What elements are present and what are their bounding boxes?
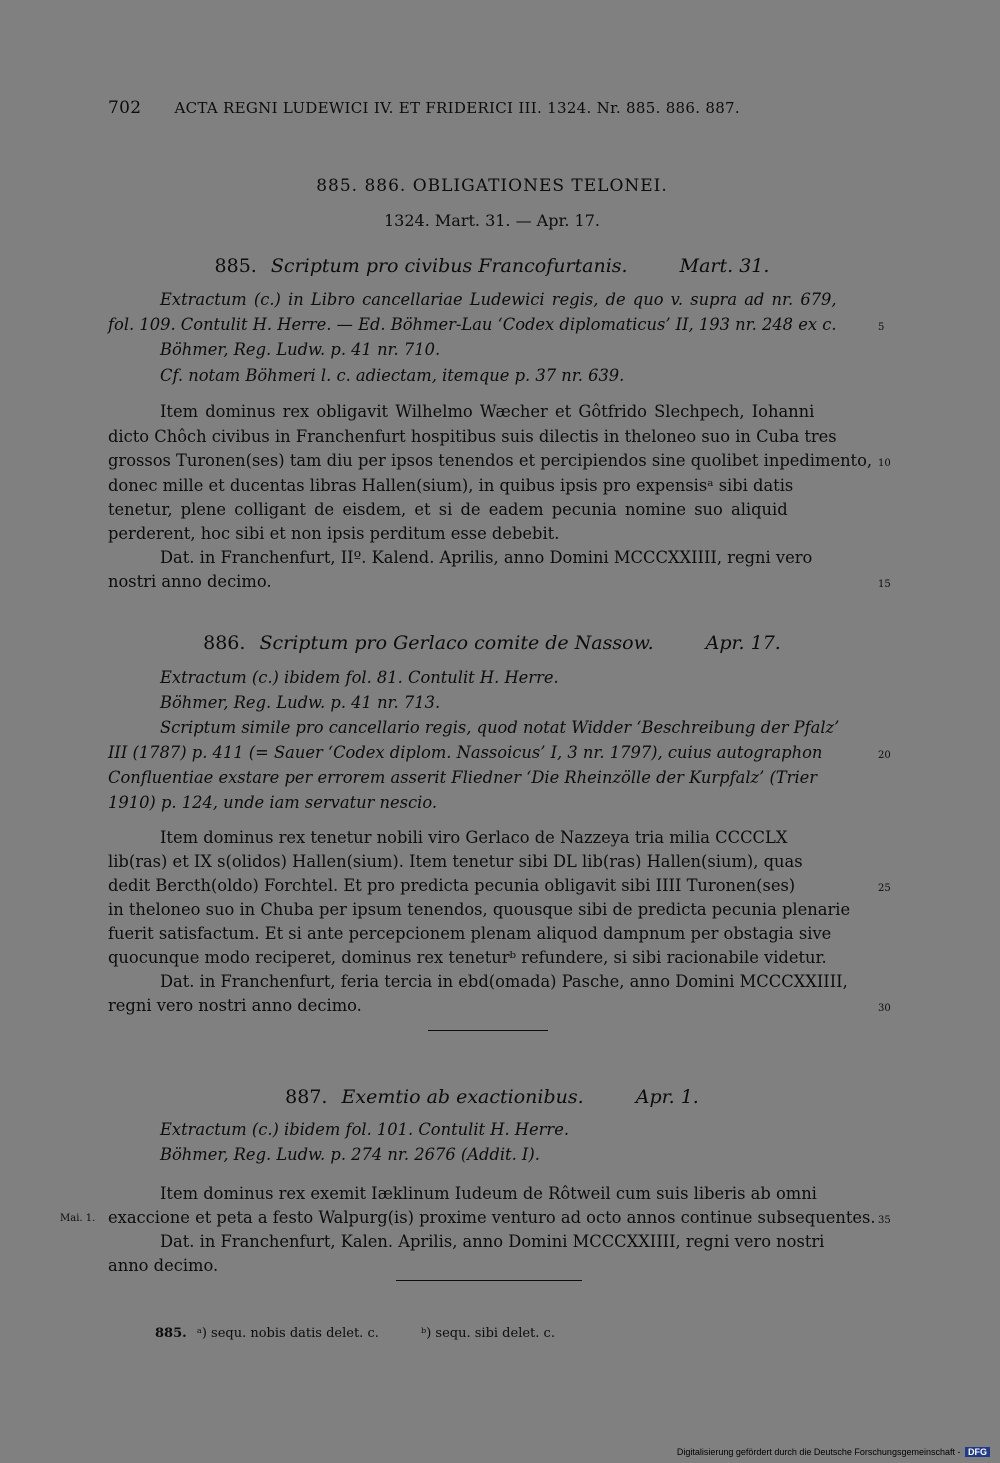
line-number: 35 [878,1215,891,1226]
section-divider [428,1030,548,1031]
footnote-ref: 885. [155,1326,187,1341]
doc-887-text-line: Item dominus rex exemit Iæklinum Iudeum de Rôtweil cum suis liberis ab omni [160,1184,817,1203]
doc-887-date: Apr. 1. [635,1086,699,1108]
footnotes [155,1326,555,1341]
doc-886-text-line: Item dominus rex tenetur nobili viro Gerlaco de Nazzeya tria milia CCCCLX [160,828,788,847]
doc-885-heading [0,255,992,277]
doc-885-title: Scriptum pro civibus Francofurtanis. [270,255,628,277]
doc-885-text-line: perderent, hoc sibi et non ipsis perditum esse debebit. [108,524,560,543]
doc-886-text-line: quocunque modo reciperet, dominus rex teneturᵇ refundere, si sibi racionabile videtur. [108,948,827,967]
digitization-footer [677,1447,990,1457]
doc-885-text-line: tenetur, plene colligant de eisdem, et si de eadem pecunia nomine suo aliquid [108,500,788,519]
doc-886-note: 1910) p. 124, unde iam servatur nescio. [108,793,438,812]
doc-885-text-line: grossos Turonen(ses) tam diu per ipsos tenendos et percipiendos sine quolibet inpedimento, [108,451,873,470]
doc-885-note: Extractum (c.) in Libro cancellariae Ludewici regis, de quo v. supra ad nr. 679, [160,290,837,309]
doc-886-heading [0,632,992,654]
line-number: 20 [878,750,891,761]
doc-886-title: Scriptum pro Gerlaco comite de Nassow. [259,632,654,654]
doc-887-note: Böhmer, Reg. Ludw. p. 274 nr. 2676 (Addit. I). [160,1145,540,1164]
doc-885-date: Mart. 31. [679,255,770,277]
line-number: 5 [878,322,885,333]
doc-886-note: Scriptum simile pro cancellario regis, quod notat Widder ‘Beschreibung der Pfalz’ [160,718,840,737]
doc-887-number: 887. [285,1086,328,1108]
doc-885-text-line: dicto Chôch civibus in Franchenfurt hospitibus suis dilectis in theloneo suo in Cuba tres [108,427,837,446]
footnote-a: ᵃ) sequ. nobis datis delet. c. [196,1326,379,1341]
doc-886-text-line: dedit Bercth(oldo) Forchtel. Et pro predicta pecunia obligavit sibi IIII Turonen(ses) [108,876,796,895]
doc-885-text-line: nostri anno decimo. [108,572,272,591]
doc-887-note: Extractum (c.) ibidem fol. 101. Contulit H. Herre. [160,1120,570,1139]
doc-886-note: Confluentiae exstare per errorem asserit Fliedner ‘Die Rheinzölle der Kurpfalz’ (Trier [108,768,818,787]
doc-885-text-line: Item dominus rex obligavit Wilhelmo Wæcher et Gôtfrido Slechpech, Iohanni [160,402,815,421]
doc-885-text-line: Dat. in Franchenfurt, IIº. Kalend. Aprilis, anno Domini MCCCXXIIII, regni vero [160,548,813,567]
doc-886-number: 886. [203,632,246,654]
line-number: 15 [878,579,891,590]
line-number: 10 [878,458,891,469]
doc-885-note: fol. 109. Contulit H. Herre. — Ed. Böhmer-Lau ‘Codex diplomaticus’ II, 193 nr. 248 ex c. [108,315,837,334]
page-number: 702 [108,98,142,118]
doc-886-text-line: fuerit satisfactum. Et si ante percepcionem plenam aliquod dampnum per obstagia sive [108,924,832,943]
running-title: ACTA REGNI LUDEWICI IV. ET FRIDERICI III. 1324. Nr. 885. 886. 887. [174,99,740,117]
footer-text: Digitalisierung gefördert durch die Deutsche Forschungsgemeinschaft - [676,1447,961,1457]
group-dates: 1324. Mart. 31. — Apr. 17. [384,211,600,230]
doc-886-text-line: Dat. in Franchenfurt, feria tercia in ebd(omada) Pasche, anno Domini MCCCXXIIII, [160,972,848,991]
doc-886-text-line: regni vero nostri anno decimo. [108,996,362,1015]
doc-885-text-line: donec mille et ducentas libras Hallen(sium), in quibus ipsis pro expensisᵃ sibi datis [108,476,794,495]
doc-887-text-line: exaccione et peta a festo Walpurg(is) proxime venturo ad octo annos continue subsequentes. [108,1208,876,1227]
footnote-b: ᵇ) sequ. sibi delet. c. [421,1326,555,1341]
doc-887-text-line: anno decimo. [108,1256,219,1275]
doc-887-heading [0,1086,992,1108]
doc-885-number: 885. [214,255,257,277]
dfg-logo: DFG [965,1447,990,1457]
doc-886-note: Extractum (c.) ibidem fol. 81. Contulit H. Herre. [160,668,559,687]
doc-887-title: Exemtio ab exactionibus. [341,1086,584,1108]
doc-886-date: Apr. 17. [705,632,781,654]
end-divider [396,1280,582,1281]
doc-886-note: III (1787) p. 411 (= Sauer ‘Codex diplom. Nassoicus’ I, 3 nr. 1797), cuius autographon [108,743,823,762]
doc-885-note: Cf. notam Böhmeri l. c. adiectam, itemque p. 37 nr. 639. [160,366,625,385]
line-number: 30 [878,1003,891,1014]
margin-date-note: Mai. 1. [60,1213,96,1224]
group-title: 885. 886. OBLIGATIONES TELONEI. [316,176,668,196]
doc-887-text-line: Dat. in Franchenfurt, Kalen. Aprilis, anno Domini MCCCXXIIII, regni vero nostri [160,1232,825,1251]
running-header [108,98,788,118]
line-number: 25 [878,883,891,894]
doc-885-note: Böhmer, Reg. Ludw. p. 41 nr. 710. [160,340,441,359]
doc-886-text-line: in theloneo suo in Chuba per ipsum tenendos, quousque sibi de predicta pecunia plenarie [108,900,851,919]
doc-886-note: Böhmer, Reg. Ludw. p. 41 nr. 713. [160,693,441,712]
doc-886-text-line: lib(ras) et IX s(olidos) Hallen(sium). Item tenetur sibi DL lib(ras) Hallen(sium), quas [108,852,803,871]
